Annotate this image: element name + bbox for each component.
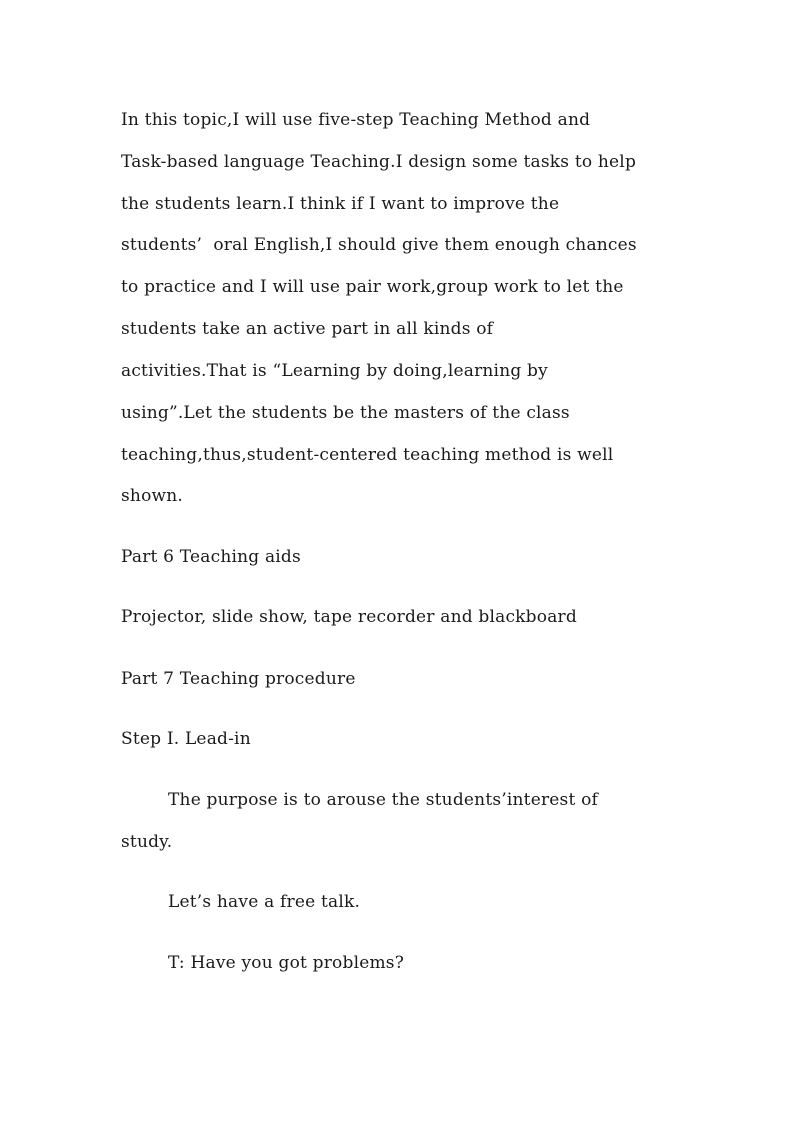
purpose-text-continued: study. <box>121 832 173 852</box>
paragraph-line: students’ oral English,I should give them enough chances <box>121 235 637 255</box>
teacher-question: T: Have you got problems? <box>168 953 405 973</box>
paragraph-line: In this topic,I will use five-step Teaching Method and <box>121 110 591 130</box>
part6-heading: Part 6 Teaching aids <box>121 547 301 567</box>
purpose-text: The purpose is to arouse the students’interest of <box>168 790 599 810</box>
paragraph-line: activities.That is “Learning by doing,learning by <box>121 361 548 381</box>
paragraph-line: Task-based language Teaching.I design some tasks to help <box>121 152 637 172</box>
paragraph-line: students take an active part in all kinds of <box>121 319 494 339</box>
paragraph-line: shown. <box>121 486 184 506</box>
paragraph-line: using”.Let the students be the masters of the class <box>121 403 570 423</box>
paragraph-line: the students learn.I think if I want to improve the <box>121 194 560 214</box>
step1-heading: Step Ⅰ. Lead-in <box>121 729 251 749</box>
paragraph-line: to practice and I will use pair work,group work to let the <box>121 277 624 297</box>
paragraph-line: teaching,thus,student-centered teaching method is well <box>121 445 614 465</box>
part6-content: Projector, slide show, tape recorder and blackboard <box>121 607 577 627</box>
part7-heading: Part 7 Teaching procedure <box>121 669 356 689</box>
free-talk-text: Let’s have a free talk. <box>168 892 361 912</box>
